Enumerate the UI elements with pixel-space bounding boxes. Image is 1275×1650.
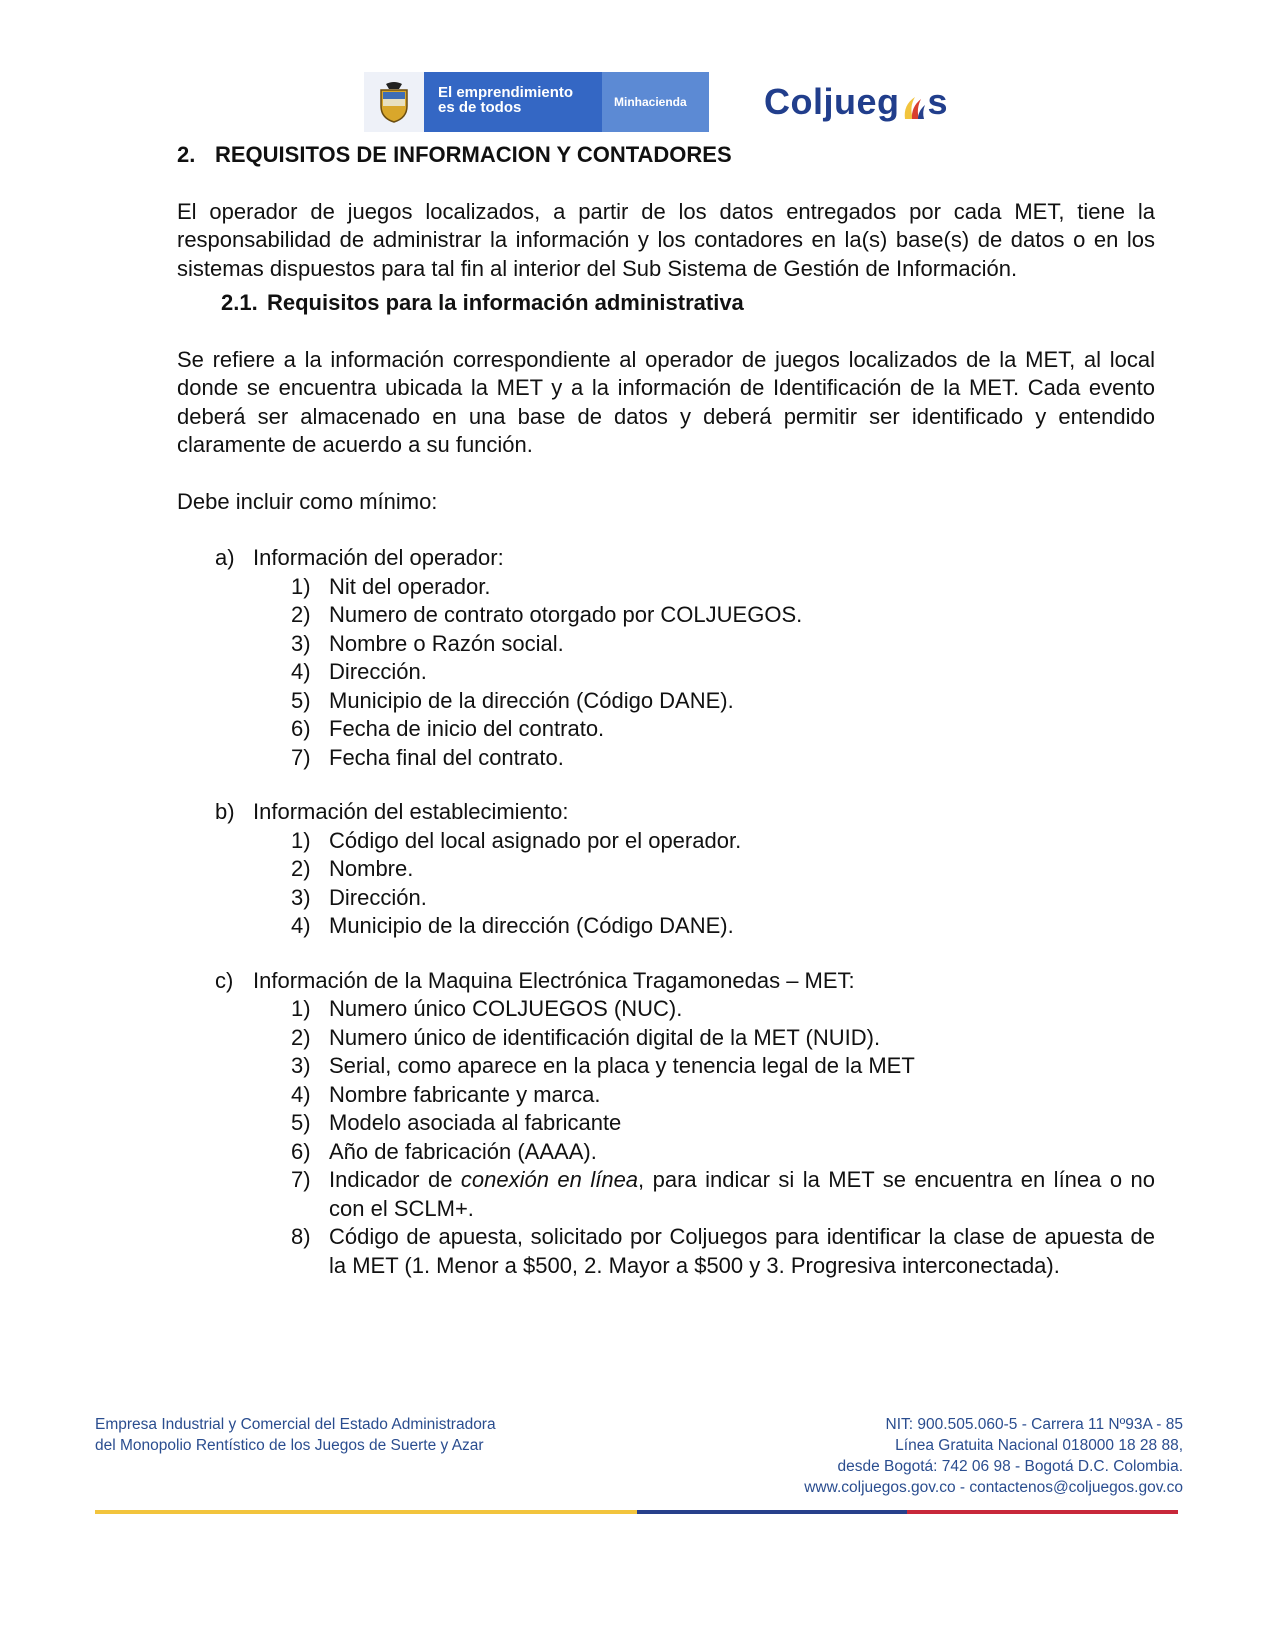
item-text: Nombre o Razón social.	[329, 630, 564, 656]
list-item	[291, 1052, 1155, 1081]
item-text: Año de fabricación (AAAA).	[329, 1138, 597, 1164]
footer-entity	[95, 1414, 496, 1456]
item-number: 7)	[291, 1167, 311, 1192]
footer-nit: NIT: 900.505.060-5 - Carrera 11 Nº93A - 85	[885, 1416, 1183, 1433]
sub-list	[291, 573, 1155, 773]
item-text: Municipio de la dirección (Código DANE).	[329, 913, 734, 938]
item-text: Nombre fabricante y marca.	[329, 1081, 601, 1107]
list-item	[291, 715, 1155, 744]
section-number: 2.	[177, 142, 196, 167]
list-item	[291, 687, 1155, 716]
sub-list	[291, 827, 1155, 941]
footer-bar-red	[907, 1510, 1178, 1514]
item-number: 8)	[291, 1224, 311, 1249]
footer-entity-line1: Empresa Industrial y Comercial del Estado Administradora	[95, 1416, 496, 1433]
coat-of-arms-icon	[364, 72, 424, 132]
sub-list	[291, 995, 1155, 1280]
item-text: Código de apuesta, solicitado por Coljuegos para identificar la clase de apuesta de la MET (1. Menor a $500, 2. Mayor a $500 y 3. Progresiva interconectada).	[329, 1224, 1155, 1278]
item-number: 1)	[291, 573, 311, 599]
list-item	[291, 573, 1155, 602]
item-text	[329, 1166, 1155, 1223]
item-number: 4)	[291, 913, 311, 938]
item-text-emphasis: conexión en línea	[460, 1167, 639, 1192]
item-number: 4)	[291, 659, 311, 684]
group-title: Información de la Maquina Electrónica Tragamonedas – MET:	[253, 967, 855, 993]
item-text: Fecha final del contrato.	[329, 744, 564, 770]
item-text-part: Indicador de	[329, 1167, 461, 1192]
item-number: 6)	[291, 1138, 311, 1164]
item-number: 3)	[291, 884, 311, 910]
government-slogan-line1: El emprendimiento	[438, 84, 574, 101]
brand-text-end: s	[927, 81, 949, 122]
government-logo	[364, 72, 709, 132]
section-heading	[177, 141, 1155, 170]
group-marker: b)	[215, 799, 235, 824]
list-item	[291, 1138, 1155, 1167]
item-number: 3)	[291, 1053, 311, 1078]
item-text: Numero único COLJUEGOS (NUC).	[329, 996, 683, 1021]
group-marker: a)	[215, 545, 235, 570]
item-number: 1)	[291, 827, 311, 853]
item-text: Dirección.	[329, 659, 427, 684]
list-item	[291, 1109, 1155, 1138]
list-item	[291, 744, 1155, 773]
item-number: 4)	[291, 1081, 311, 1107]
item-text: Serial, como aparece en la placa y tenencia legal de la MET	[329, 1053, 915, 1078]
footer-bar-yellow	[95, 1510, 637, 1514]
item-number: 1)	[291, 996, 311, 1021]
item-text: Nombre.	[329, 856, 414, 881]
requirements-list	[177, 544, 1155, 1280]
list-item	[291, 995, 1155, 1024]
ministry-label: Minhacienda	[602, 72, 709, 132]
list-item	[291, 658, 1155, 687]
item-number: 3)	[291, 630, 311, 656]
item-number: 2)	[291, 602, 311, 627]
item-number: 5)	[291, 1110, 311, 1135]
section-title: REQUISITOS DE INFORMACION Y CONTADORES	[215, 142, 732, 167]
list-item	[291, 1024, 1155, 1053]
item-text: Numero de contrato otorgado por COLJUEGOS.	[329, 602, 803, 627]
list-item	[291, 855, 1155, 884]
footer-bar-blue	[637, 1510, 907, 1514]
item-text: Numero único de identificación digital de la MET (NUID).	[329, 1024, 881, 1050]
coljuegos-logo	[764, 81, 948, 123]
list-item	[291, 601, 1155, 630]
list-item	[291, 827, 1155, 856]
item-text: Municipio de la dirección (Código DANE).	[329, 687, 734, 713]
subsection-number: 2.1.	[221, 290, 258, 315]
brand-text-start: Coljueg	[764, 81, 900, 122]
page-header	[364, 72, 948, 132]
group-title: Información del operador:	[253, 545, 504, 570]
item-text: Fecha de inicio del contrato.	[329, 716, 605, 741]
list-item	[291, 630, 1155, 659]
minimum-label: Debe incluir como mínimo:	[177, 488, 438, 514]
item-number: 2)	[291, 856, 311, 881]
subsection-title: Requisitos para la información administrativa	[267, 290, 744, 315]
subsection-heading	[177, 289, 1155, 318]
list-item	[291, 912, 1155, 941]
footer-web[interactable]: www.coljuegos.gov.co - contactenos@coljuegos.gov.co	[804, 1479, 1183, 1496]
item-text: Modelo asociada al fabricante	[329, 1110, 622, 1135]
government-slogan	[424, 72, 602, 132]
list-item	[291, 884, 1155, 913]
group-title: Información del establecimiento:	[253, 799, 569, 824]
section-intro: El operador de juegos localizados, a partir de los datos entregados por cada MET, tiene la responsabilidad de administrar la información y los contadores en la(s) base(s) de datos o en los sistemas dispuestos para tal fin al interior del Sub Sistema de Gestión de Información.	[177, 198, 1155, 281]
list-group-machine	[177, 967, 1155, 1281]
list-item	[291, 1166, 1155, 1223]
item-text-part: , para indicar si la MET se encuentra en línea o no con el SCLM+.	[329, 1167, 1156, 1221]
document-body	[177, 141, 1155, 1280]
footer-city: desde Bogotá: 742 06 98 - Bogotá D.C. Colombia.	[837, 1458, 1183, 1475]
list-item	[291, 1081, 1155, 1110]
item-text: Código del local asignado por el operador.	[329, 827, 742, 853]
list-group-establishment	[177, 798, 1155, 941]
item-number: 6)	[291, 716, 311, 741]
item-number: 5)	[291, 687, 311, 713]
item-number: 2)	[291, 1024, 311, 1050]
footer-phone: Línea Gratuita Nacional 018000 18 28 88,	[895, 1437, 1183, 1454]
government-slogan-line2: es de todos	[438, 99, 522, 116]
item-text: Nit del operador.	[329, 573, 491, 599]
group-marker: c)	[215, 967, 234, 993]
list-group-operator	[177, 544, 1155, 772]
subsection-intro: Se refiere a la información correspondiente al operador de juegos localizados de la MET, al local donde se encuentra ubicada la MET y a la información de Identificación de la MET. Cada evento deberá ser almacenado en una base de datos y deberá permitir ser identificado y entendido claramente de acuerdo a su función.	[177, 346, 1155, 457]
item-text: Dirección.	[329, 884, 427, 910]
brand-flame-icon	[901, 88, 927, 116]
footer-entity-line2: del Monopolio Rentístico de los Juegos de Suerte y Azar	[95, 1437, 484, 1454]
footer-contact	[804, 1414, 1183, 1498]
item-number: 7)	[291, 744, 311, 770]
list-item	[291, 1223, 1155, 1280]
